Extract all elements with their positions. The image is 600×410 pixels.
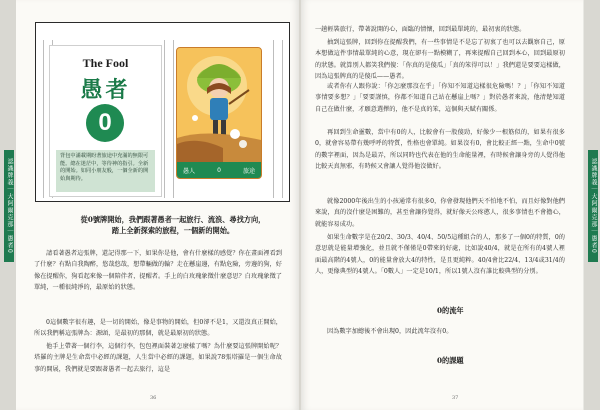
body-paragraph: 就像2000年後出生的小孩通常有很多0，你會發現他們天不怕地不怕，而且好像對他們來說，真的沒什麼是困難的，甚至會讓你覺得，就好像天公疼憨人，很多事情也不會擔心，就能容易成功。 (315, 198, 565, 228)
card-info-pane (49, 45, 162, 197)
card-label-number: 0 (217, 166, 221, 174)
card-name-english: The Fool (82, 56, 129, 70)
figure-caption (78, 214, 268, 236)
caption-line: 從0號牌開始，我們跟著愚者一起旅行、流浪、尋找方向， (80, 215, 266, 224)
body-paragraph: 請看著愚者這張牌，還記得那一下，如果你是他，會有什麼樣的感覺？你在畫面裡看到了什麼？有點自我陶醉，悠哉悠哉，想帶輛做的輪？走在懸崖邊，有點危險，旁邊的狗，好像在提醒你，狗看起來像一個陪伴者，提醒者。手上的白玫瑰象徵什麼意思？白玫瑰象徵了單純，一種很純淨的，最原始的狀態。 (34, 250, 282, 292)
fool-illustration (177, 48, 261, 162)
page-number: 37 (452, 395, 459, 401)
page-number: 36 (150, 395, 157, 401)
right-page (301, 0, 583, 410)
right-chapter-tab: 認識牌義｜大阿爾克那｜愚者0 (588, 150, 598, 262)
left-chapter-tab: 認識牌義｜大阿爾克那｜愚者0 (4, 150, 14, 262)
card-label-right: 旅途 (242, 167, 255, 175)
body-paragraph: 抽到這張牌，回到你在提醒我們，有一些事情是不是忘了初衷了也可以去觀察自己，原本想做這件事情最單純的心意，現在卻有一點模糊了，再來提醒自己回到本心，回到最原初的狀態。就算別人都笑我們傻：「你真的是傻瓜」「真的笨得可以！」我們還是要要這樣做，因為這張牌真的是傻瓜——愚者。 (315, 39, 565, 81)
card-description: 背包中滿載期盼著旅途中充滿的無限可能。總在迷茫中，等待神的指引。全新的開始。如同小朋友般，一個全新的開始與期待。 (56, 150, 155, 192)
body-paragraph: 因為數字加總後不會出現0，因此流年沒有0。 (327, 328, 453, 335)
body-paragraph: 0這個數字很有趣，是一切的開始，像是事物的開始，但0卻不是1，又還沒真正開始，所以我們稱這張牌為：源頭，是最初的那個，就是最原初的狀態。 (34, 319, 282, 338)
body-paragraph: 如果生命數字是在20/2、30/3、40/4、50/5這種組合的人，那多了一個0的特質，0的意思就是能量增強化，並且就不僅僅是0帶來的好處，比如說40/4，就是在所有的4號人裡面最高階的4號人，0的能量會放大4的特性，是且更純粹。40/4會比22/4、13/4或31/4的人，更像典型的4號人。「0數人」一定是10/1，所以1號人沒有誰比較典型的分別。 (315, 234, 565, 276)
body-paragraph: 他手上帶著一個行李，這個行李，包包裡面裝著怎麼樣了嗎？為什麼要這張牌開始呢？塔羅的主牌是生命當中必經的課題，人生當中必經的課題，如果說78張塔羅是一個生命故事的開展，我們就是要跟著愚者一起去旅行，這是 (34, 343, 282, 373)
card-label-bar (177, 162, 261, 178)
section-heading: 0的流年 (437, 306, 464, 315)
fool-tarot-card-image (176, 47, 262, 179)
body-paragraph: 一趟輕裝旅行，帶著說開的心，面臨的情懷，回到最單純的，最初衷的狀態。 (315, 26, 526, 33)
body-paragraph: 或者你有人跟你說：「你怎麼那沒在乎」「你知不知道這樣很危險嗎！？」「你知不知道事情要多想？」「要要謹慎，你都不知道自己站在懸崖上嗎？」對於愚者來說，他清楚知道自己在做什麼，才願意選擇的，他不是真的笨，這個與天賦有關係。 (315, 83, 565, 113)
caption-line: 踏上全新探索的旅程，一個新的開始。 (111, 226, 235, 235)
left-page (16, 0, 299, 410)
card-number-badge: 0 (86, 104, 124, 142)
body-paragraph: 再回到生命靈數，當中有0的人，比較會有一股傻勁，好像少一根筋似的，如果有很多0，就會容易帶有幾呼呼的特質，性格也會單純。如果沒有0，會比較正經一點，生命中0號的數字裡面，因為是最弄，所以同時也代表在他的生命能量裡，有時候會讓身旁的人覺得他比較天真無邪，有時候又會讓人覺得他沒做好。 (315, 129, 565, 171)
card-name-chinese: 愚者 (80, 77, 131, 103)
section-heading: 0的課題 (437, 356, 464, 365)
panel-divider (164, 40, 174, 198)
card-label-left: 愚人 (183, 167, 196, 175)
panel-divider (273, 40, 283, 198)
